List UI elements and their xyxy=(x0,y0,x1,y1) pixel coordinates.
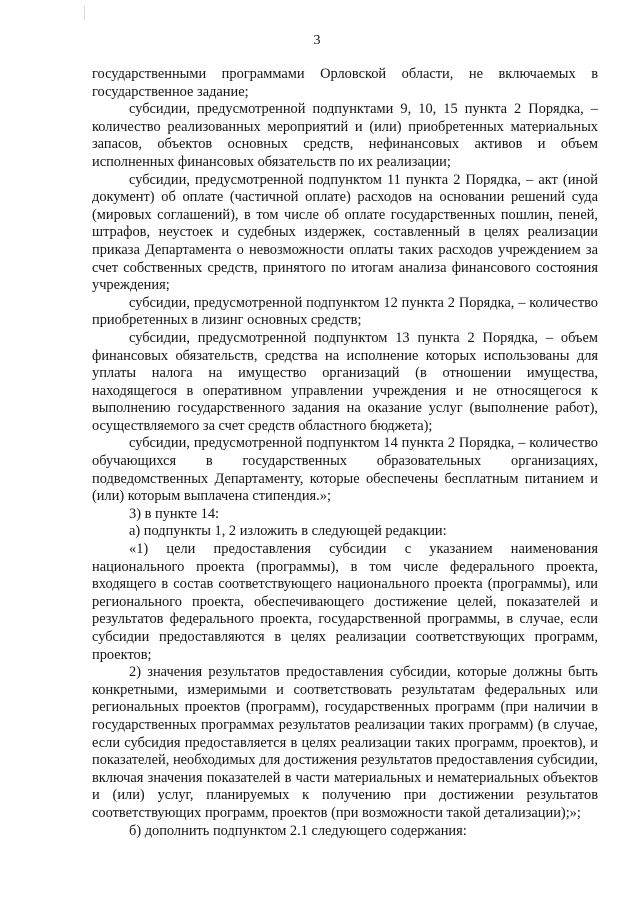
paragraph: субсидии, предусмотренной подпунктом 12 пункта 2 Порядка, – количество приобретенных в лизинг основных средств; xyxy=(92,294,598,329)
paragraph: субсидии, предусмотренной подпунктом 14 пункта 2 Порядка, – количество обучающихся в государственных образовательных организациях, подведомственных Департаменту, которые обеспечены бесплатным питанием и (или) которым выплачена стипендия.»; xyxy=(92,435,598,505)
paragraph: а) подпункты 1, 2 изложить в следующей редакции: xyxy=(129,523,447,540)
paragraph: «1) цели предоставления субсидии с указанием наименования национального проекта (программы), в том числе федерального проекта, входящего в состав соответствующего национального проекта (программы), или регионального проекта, обеспечивающего достижение целей, показателей и результатов федерального проекта, государственной программы, в случае, если субсидии предоставляются в целях реализации соответствующих программ, проектов; xyxy=(92,541,598,663)
document-body xyxy=(92,66,598,840)
scan-artifact xyxy=(84,6,85,20)
paragraph: субсидии, предусмотренной подпунктом 11 пункта 2 Порядка, – акт (иной документ) об оплате (частичной оплате) расходов на основании решений суда (мировых соглашений), в том числе об оплате государственных пошлин, пеней, штрафов, неустоек и судебных издержек, составленный в целях реализации приказа Департамента о невозможности оплаты таких расходов учреждением за счет собственных средств, принятого по итогам анализа финансового состояния учреждения; xyxy=(92,171,598,294)
paragraph: 2) значения результатов предоставления субсидии, которые должны быть конкретными, измеримыми и соответствовать результатам федеральных или региональных проектов (программ), государственных программ (при наличии в государственных программах результатов реализации таких программ) (в случае, если субсидия предоставляется в целях реализации таких программ, проектов), и показателей, необходимых для достижения результатов предоставления субсидии, включая значения показателей в части материальных и нематериальных объектов и (или) услуг, планируемых к получению при достижении результатов соответствующих программ, проектов (при возможности такой детализации);»; xyxy=(92,664,598,821)
paragraph: субсидии, предусмотренной подпунктом 13 пункта 2 Порядка, – объем финансовых обязательств, средства на исполнение которых использованы для уплаты налога на имущество организаций (в отношении имущества, находящегося в оперативном управлении учреждения и не относящегося к выполнению государственного задания на оказание услуг (выполнение работ), осуществляемого за счет средств областного бюджета); xyxy=(92,329,598,434)
page-number: 3 xyxy=(313,33,321,48)
paragraph: государственными программами Орловской области, не включаемых в государственное задание; xyxy=(92,66,598,100)
paragraph: 3) в пункте 14: xyxy=(129,505,220,522)
paragraph: субсидии, предусмотренной подпунктами 9, 10, 15 пункта 2 Порядка, – количество реализованных мероприятий и (или) приобретенных материальных запасов, объектов основных средств, нефинансовых активов и объем исполненных финансовых обязательств по их реализации; xyxy=(92,101,598,170)
paragraph: б) дополнить подпунктом 2.1 следующего содержания: xyxy=(129,822,467,839)
